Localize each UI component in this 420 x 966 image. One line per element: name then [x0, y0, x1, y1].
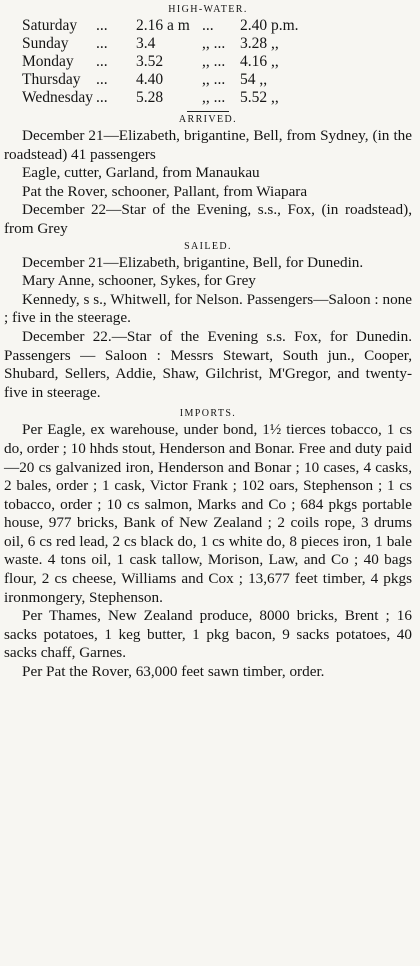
tide-am: 5.28 — [136, 89, 164, 106]
imports-entry: Per Pat the Rover, 63,000 feet sawn timber, order. — [22, 663, 325, 681]
sailed-heading: SAILED. — [184, 240, 232, 252]
table-row — [22, 53, 318, 71]
tide-dots: ... — [96, 53, 108, 70]
tide-dots: ,, ... — [202, 53, 226, 70]
sailed-section — [4, 241, 412, 403]
table-row — [22, 89, 318, 107]
shipping-entry: December 21—Elizabeth, brigantine, Bell, for Dunedin. — [22, 253, 364, 271]
tide-day: Wednesday — [22, 89, 94, 106]
shipping-entry: Mary Anne, schooner, Sykes, for Grey — [22, 272, 256, 290]
imports-heading: IMPORTS. — [179, 408, 237, 420]
tide-day: Sunday — [22, 35, 69, 52]
table-row — [22, 17, 318, 35]
shipping-entry: Pat the Rover, schooner, Pallant, from Wiapara — [22, 182, 308, 200]
section-divider — [187, 111, 229, 112]
arrived-section — [4, 114, 412, 239]
table-row — [22, 35, 318, 53]
tide-dots: ,, ... — [202, 89, 226, 106]
tide-dots: ... — [96, 17, 108, 34]
tide-pm: 5.52 ,, — [240, 89, 279, 106]
tide-am: 4.40 — [136, 71, 164, 88]
tide-day: Saturday — [22, 17, 78, 34]
tide-dots: ... — [96, 71, 108, 88]
high-water-heading: HIGH-WATER. — [168, 4, 248, 15]
high-water-table — [22, 17, 318, 107]
table-row — [22, 71, 318, 89]
shipping-entry: Eagle, cutter, Garland, from Manaukau — [22, 164, 260, 182]
shipping-entry: Kennedy, s s., Whitwell, for Nelson. Passengers—Saloon : none ; five in the steerage. — [4, 290, 412, 327]
tide-dots: ... — [96, 89, 108, 106]
tide-pm: 2.40 p.m. — [240, 17, 299, 34]
tide-dots: ... — [202, 17, 214, 34]
tide-day: Thursday — [22, 71, 81, 88]
shipping-entry: December 22.—Star of the Evening s.s. Fox, for Dunedin. Passengers — Saloon : Messrs Stewart, South jun., Cooper, Shubard, Sellers, Addie, Shaw, Gilchrist, M'Gregor, and twenty-five in steerage. — [4, 327, 412, 401]
tide-dots: ,, ... — [202, 71, 226, 88]
tide-am: 3.52 — [136, 53, 164, 70]
arrived-heading: ARRIVED. — [178, 114, 238, 125]
imports-entry: Per Thames, New Zealand produce, 8000 bricks, Brent ; 16 sacks potatoes, 1 keg butter, 1 pkg bacon, 9 sacks potatoes, 40 sacks chaff, Garnes. — [4, 607, 412, 662]
tide-pm: 4.16 ,, — [240, 53, 279, 70]
shipping-entry: December 22—Star of the Evening, s.s., Fox, (in roadstead), from Grey — [4, 201, 412, 237]
tide-pm: 54 ,, — [240, 71, 268, 88]
tide-dots: ,, ... — [202, 35, 226, 52]
tide-am: 2.16 a m — [136, 17, 190, 34]
tide-day: Monday — [22, 53, 74, 70]
tide-pm: 3.28 ,, — [240, 35, 279, 52]
imports-section — [4, 408, 412, 681]
imports-entry: Per Eagle, ex warehouse, under bond, 1½ tierces tobacco, 1 cs do, order ; 10 hhds stout, Henderson and Bonar. Free and duty paid—20 cs galvanized iron, Henderson and Bonar ; 10 cases, 4 casks, 2 bales, order ; 1 cask, Victor Frank ; 102 oars, Stephenson ; 1 cs tobacco, order ; 10 cs salmon, Marks and Co ; 684 pkgs portable house, 977 bricks, Bank of New Zealand ; 2 coils rope, 3 drums oil, 6 cs red lead, 2 cs black do, 1 cs white do, 8 pieces iron, 1 bale waste. 4 tons oil, 1 cask tallow, Morison, Law, and Co ; 40 bags flour, 2 cs cheese, Williams and Cox ; 13,677 feet timber, 4 pkgs ironmongery, Stephenson. — [4, 421, 412, 606]
shipping-entry: December 21—Elizabeth, brigantine, Bell, from Sydney, (in the roadstead) 41 passengers — [4, 127, 412, 163]
tide-dots: ... — [96, 35, 108, 52]
tide-am: 3.4 — [136, 35, 156, 52]
